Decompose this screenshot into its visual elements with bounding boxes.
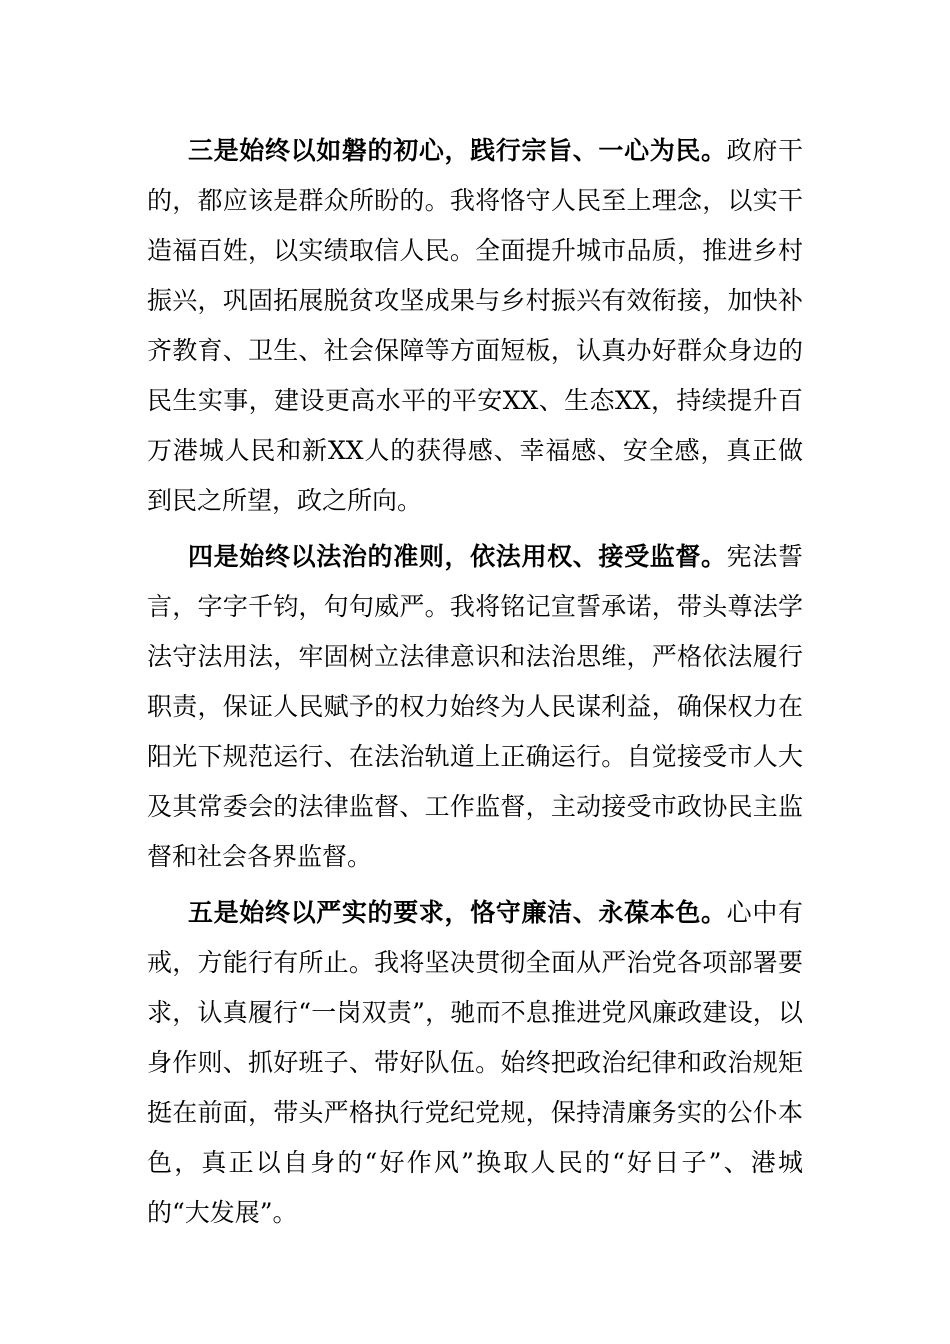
paragraph-body: 心中有戒，方能行有所止。我将坚决贯彻全面从严治党各项部署要求，认真履行“一岗双责”，驰而不息推进党风廉政建设，以身作则、抓好班子、带好队伍。始终把政治纪律和政治规矩挺在前面，带头严格执行党纪党规，保持清廉务实的公仆本色，真正以自身的“好作风”换取人民的“好日子”、港城的“大发展”。 xyxy=(147,898,804,1227)
paragraph-lead: 五是始终以严实的要求，恪守廉洁、永葆本色。 xyxy=(188,898,727,927)
paragraph-lead: 四是始终以法治的准则，依法用权、接受监督。 xyxy=(188,542,727,571)
paragraph-body: 宪法誓言，字字千钧，句句威严。我将铭记宣誓承诺，带头尊法学法守法用法，牢固树立法律意识和法治思维，严格依法履行职责，保证人民赋予的权力始终为人民谋利益，确保权力在阳光下规范运行、在法治轨道上正确运行。自觉接受市人大及其常委会的法律监督、工作监督，主动接受市政协民主监督和社会各界监督。 xyxy=(147,542,803,871)
paragraph-lead: 三是始终以如磐的初心，践行宗旨、一心为民。 xyxy=(188,136,727,165)
document-page xyxy=(147,126,803,1244)
paragraph-five xyxy=(147,888,803,1238)
paragraph-body: 政府干的，都应该是群众所盼的。我将恪守人民至上理念，以实干造福百姓，以实绩取信人民。全面提升城市品质，推进乡村振兴，巩固拓展脱贫攻坚成果与乡村振兴有效衔接，加快补齐教育、卫生、社会保障等方面短板，认真办好群众身边的民生实事，建设更高水平的平安XX、生态XX，持续提升百万港城人民和新XX人的获得感、幸福感、安全感，真正做到民之所望，政之所向。 xyxy=(147,136,803,515)
paragraph-four xyxy=(147,532,803,882)
paragraph-three xyxy=(147,126,803,526)
